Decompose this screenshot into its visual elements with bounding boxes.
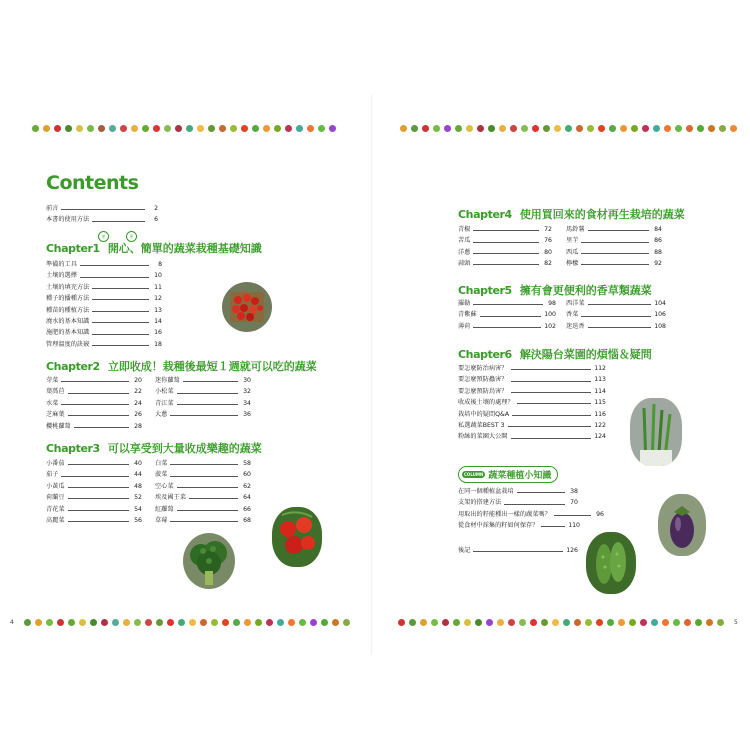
toc-label: 菠菜 [155,471,168,479]
toc-entry[interactable] [458,397,606,408]
toc-entry[interactable] [155,515,251,526]
toc-page: 68 [243,517,251,525]
toc-entry[interactable] [458,309,556,320]
toc-label: 種子的播種方法 [46,295,90,303]
toc-entry[interactable] [46,515,142,526]
left-page [0,0,372,750]
leader-line [68,510,129,511]
toc-label: 支架的搭建方法 [458,499,502,507]
leader-line [177,404,238,405]
leader-line [92,299,149,300]
column-title: 蔬菜種植小知識 [488,471,552,481]
toc-page: 62 [243,482,251,490]
eggplant-photo [658,494,706,556]
leader-line [480,316,542,317]
toc-entry[interactable] [155,386,251,397]
toc-entry[interactable] [46,305,162,316]
toc-label: 大蔥 [155,411,168,419]
toc-entry[interactable] [458,409,606,420]
column-badge[interactable] [458,466,558,483]
chapter6-title: 解決陽台菜園的煩惱＆疑問 [519,348,652,361]
toc-entry[interactable] [46,481,142,492]
leader-line [177,487,238,488]
toc-entry[interactable] [46,293,162,304]
toc-entry[interactable] [46,203,158,214]
chapter1-key: Chapter1 [46,242,100,255]
afterword [458,545,578,556]
toc-entry[interactable] [46,458,142,469]
toc-label: 羅勒 [458,300,471,307]
leader-line [473,242,539,243]
chapter4-key: Chapter4 [458,208,512,221]
broccoli-photo [183,533,235,589]
toc-label: 荷蘭豆 [46,494,65,502]
toc-entry[interactable] [458,431,606,442]
chapter2-list-col1 [46,375,142,432]
chapter3-title: 可以享受到大量收成樂趣的蔬菜 [107,442,262,455]
leader-line [473,230,539,231]
toc-entry[interactable] [155,504,251,515]
leader-line [92,288,149,289]
toc-page: 110 [568,522,580,530]
toc-label: 白菜 [155,460,168,467]
contents-title: Contents [46,172,139,194]
toc-page: 64 [243,494,251,502]
toc-page: 70 [570,499,578,507]
toc-entry[interactable] [46,270,162,281]
toc-page: 38 [570,488,578,495]
chapter1-list [46,259,162,350]
toc-entry[interactable] [46,386,142,397]
toc-entry[interactable] [458,545,578,556]
toc-label: 土壤的選擇 [46,272,77,280]
toc-page: 82 [544,260,552,268]
toc-label: 水菜 [46,399,59,407]
toc-label: 洋蔥 [458,248,471,256]
toc-entry[interactable] [458,235,552,246]
toc-page: 28 [134,422,142,430]
toc-page: 100 [544,311,556,319]
toc-page: 102 [544,322,556,330]
leader-line [170,415,238,416]
leader-line [504,504,565,505]
vegetable-illustration-row-bottom-left [24,619,350,626]
toc-page: 44 [134,471,142,479]
toc-label: 芝麻葉 [46,411,65,419]
leader-line [183,381,238,382]
toc-page: 22 [134,388,142,396]
leader-line [170,521,238,522]
toc-page: 58 [243,460,251,467]
toc-label: 馬鈴薯 [566,226,585,233]
toc-page: 30 [243,377,251,384]
leader-line [170,464,238,465]
toc-page: 88 [654,248,662,256]
toc-label: 小黃瓜 [46,482,65,490]
toc-page: 84 [654,226,662,233]
toc-label: 小松菜 [155,388,174,396]
green-onion-photo [630,398,682,466]
toc-label: 香菜 [566,311,579,319]
ruby-mark: 更 [98,231,109,242]
toc-entry[interactable] [458,386,606,397]
toc-page: 96 [596,510,604,518]
leader-line [92,221,145,222]
page-number-right: 5 [734,619,738,626]
leader-line [80,277,149,278]
toc-entry[interactable] [458,321,556,332]
toc-label: 青紫蘇 [458,311,477,319]
toc-entry[interactable] [458,258,552,269]
toc-entry[interactable] [458,497,578,508]
toc-entry[interactable] [458,224,552,235]
toc-label: 青江菜 [155,399,174,407]
chapter3-key: Chapter3 [46,442,100,455]
leader-line [588,327,652,328]
toc-entry[interactable] [155,458,251,469]
toc-page: 34 [243,399,251,407]
toc-entry[interactable] [155,481,251,492]
toc-entry[interactable] [155,409,251,420]
toc-entry[interactable] [566,247,662,258]
leader-line [554,515,591,516]
leader-line [581,242,649,243]
toc-page: 60 [243,471,251,479]
toc-page: 6 [154,216,158,224]
toc-label: 準備的工具 [46,261,77,268]
leader-line [68,521,129,522]
toc-page: 114 [594,387,606,395]
ruby-mark: 更 [126,231,137,242]
chapter4-title: 使用買回來的食材再生栽培的蔬菜 [519,208,685,221]
toc-label: 葉萵苣 [46,388,65,396]
chapter6-list [458,363,606,443]
leader-line [588,304,652,305]
right-page [378,0,750,750]
toc-entry[interactable] [566,298,666,309]
toc-label: 在同一個種植盆栽培 [458,488,514,495]
toc-label: 粉絲的菜園大公開 [458,433,508,441]
toc-page: 10 [154,272,162,280]
leader-line [581,316,651,317]
leader-line [517,492,565,493]
toc-entry[interactable] [566,235,662,246]
toc-entry[interactable] [46,327,162,338]
leader-line [541,526,565,527]
toc-page: 2 [154,205,158,212]
toc-page: 92 [654,260,662,268]
toc-page: 16 [154,329,162,337]
toc-page: 13 [154,306,162,314]
chapter5-list-col1 [458,298,556,332]
chapter5-list-col2 [566,298,666,332]
leader-line [68,393,129,394]
leader-line [517,403,592,404]
leader-line [68,487,129,488]
toc-entry[interactable] [566,224,662,235]
toc-label: 用取出的籽能種出一樣的蔬菜嗎？ [458,510,551,518]
column-tag: COLUMN [464,472,484,477]
toc-page: 86 [654,237,662,245]
toc-label: 私選蔬菜BEST 3 [458,422,505,430]
toc-label: 紅蘿蔔 [155,505,174,513]
toc-label: 苦瓜 [458,237,471,245]
leader-line [581,264,649,265]
toc-entry[interactable] [46,469,142,480]
toc-page: 56 [134,517,142,525]
toc-page: 36 [243,411,251,419]
column-list [458,486,604,532]
toc-label: 里芋 [566,237,579,245]
toc-page: 18 [154,340,162,348]
toc-entry[interactable] [46,339,162,350]
leader-line [74,427,129,428]
toc-label: 高麗菜 [46,517,65,525]
chapter4-list-col2 [566,224,662,270]
toc-label: 栽培中的疑問Q&A [458,410,510,418]
toc-entry[interactable] [566,258,662,269]
leader-line [473,264,539,265]
toc-page: 26 [134,411,142,419]
toc-label: 茄子 [46,471,59,479]
toc-label: 前言 [46,205,59,212]
vegetable-illustration-row-bottom-right [398,619,724,626]
leader-line [61,209,145,210]
leader-line [511,438,592,439]
intro-list [46,203,158,226]
toc-page: 11 [154,283,162,291]
toc-page: 126 [566,547,578,554]
toc-page: 108 [654,322,666,330]
chapter6-heading[interactable] [458,346,652,362]
toc-entry[interactable] [46,282,162,293]
toc-label: 土壤的填充方法 [46,283,90,291]
cherry-tomato-photo [272,507,322,567]
chapter3-list-col1 [46,458,142,526]
toc-page: 32 [243,388,251,396]
leader-line [512,415,591,416]
toc-page: 24 [134,399,142,407]
toc-entry[interactable] [46,316,162,327]
book-gutter [371,95,373,655]
toc-entry[interactable] [155,492,251,503]
toc-label: 蒜頭 [458,260,471,268]
chapter3-heading[interactable] [46,440,262,456]
toc-page: 76 [544,237,552,245]
leader-line [473,551,563,552]
toc-label: 收成後土壤的處理？ [458,399,514,407]
toc-entry[interactable] [458,420,606,431]
leader-line [581,253,649,254]
toc-label: 檸檬 [566,260,579,268]
toc-label: 要怎麼預防鳥害？ [458,387,508,395]
toc-page: 104 [654,300,666,307]
toc-entry[interactable] [46,398,142,409]
leader-line [511,381,592,382]
toc-page: 124 [594,433,606,441]
toc-entry[interactable] [46,492,142,503]
toc-page: 52 [134,494,142,502]
toc-page: 66 [243,505,251,513]
toc-label: 芽菜 [46,377,59,384]
toc-label: 要怎麼防治病害？ [458,365,508,372]
tomato-basket-photo [222,282,272,332]
toc-page: 116 [594,410,606,418]
toc-entry[interactable] [155,469,251,480]
chapter1-title: 開心、簡單的蔬菜栽種基礎知識 [107,242,262,255]
toc-label: 薄荷 [458,322,471,330]
toc-page: 40 [134,460,142,467]
chapter5-key: Chapter5 [458,284,512,297]
toc-label: 迷迭香 [566,322,585,330]
leader-line [473,253,539,254]
toc-page: 8 [158,261,162,268]
leader-line [92,334,149,335]
chapter2-title: 立即收成！栽種後最短１週就可以吃的蔬菜 [107,360,317,373]
chapter3-list-col2 [155,458,251,526]
toc-label: 從食材中採集的籽如何保存？ [458,522,539,530]
leader-line [92,322,149,323]
toc-entry[interactable] [458,509,604,520]
toc-page: 80 [544,248,552,256]
leader-line [177,510,238,511]
toc-page: 12 [154,295,162,303]
vegetable-illustration-row-top-right [400,125,737,132]
toc-label: 櫻桃蘿蔔 [46,422,71,430]
toc-entry[interactable] [46,421,142,432]
toc-entry[interactable] [155,375,251,386]
toc-label: 後記 [458,547,471,554]
toc-label: 管理溫度的訣竅 [46,340,90,348]
toc-page: 98 [548,300,556,307]
leader-line [61,404,129,405]
toc-page: 14 [154,318,162,326]
toc-label: 青花菜 [46,505,65,513]
toc-entry[interactable] [458,486,578,497]
vegetable-illustration-row-top-left [32,125,336,132]
toc-entry[interactable] [155,398,251,409]
toc-entry[interactable] [46,214,158,225]
leader-line [92,311,149,312]
toc-page: 122 [594,422,606,430]
toc-label: 迷你蘿蔔 [155,377,180,384]
leader-line [68,415,129,416]
toc-entry[interactable] [458,363,606,374]
toc-label: 西瓜 [566,248,579,256]
leader-line [177,393,238,394]
toc-entry[interactable] [566,321,666,332]
toc-page: 113 [594,376,606,384]
toc-label: 種苗的種植方法 [46,306,90,314]
toc-page: 112 [594,365,606,372]
chapter2-key: Chapter2 [46,360,100,373]
toc-page: 115 [594,399,606,407]
toc-page: 20 [134,377,142,384]
toc-label: 埃及國王菜 [155,494,186,502]
leader-line [170,476,238,477]
chapter4-heading[interactable] [458,206,685,222]
leader-line [92,345,149,346]
leader-line [68,464,129,465]
page-number-left: 4 [10,619,14,626]
leader-line [61,381,129,382]
leader-line [68,498,129,499]
leader-line [189,498,238,499]
leader-line [511,369,592,370]
toc-page: 54 [134,505,142,513]
toc-label: 青椒 [458,226,471,233]
toc-label: 草莓 [155,517,168,525]
toc-page: 48 [134,482,142,490]
toc-entry[interactable] [458,298,556,309]
leader-line [473,327,541,328]
toc-entry[interactable] [46,259,162,270]
leader-line [61,476,129,477]
toc-page: 72 [544,226,552,233]
leader-line [511,392,592,393]
toc-entry[interactable] [458,520,580,531]
toc-entry[interactable] [46,409,142,420]
toc-label: 小番茄 [46,460,65,467]
toc-entry[interactable] [46,375,142,386]
toc-entry[interactable] [458,374,606,385]
chapter5-heading[interactable] [458,282,652,298]
bitter-gourd-photo [586,532,636,594]
chapter2-list-col2 [155,375,251,421]
toc-label: 施肥的基本知識 [46,329,90,337]
toc-label: 要怎麼預防蟲害？ [458,376,508,384]
toc-label: 澆水的基本知識 [46,318,90,326]
leader-line [588,230,649,231]
toc-entry[interactable] [566,309,666,320]
leader-line [508,426,592,427]
chapter1-heading[interactable] [46,240,262,256]
toc-label: 西洋菜 [566,300,585,307]
chapter4-list-col1 [458,224,552,270]
toc-entry[interactable] [458,247,552,258]
toc-label: 本書的使用方法 [46,216,90,224]
toc-page: 106 [654,311,666,319]
toc-entry[interactable] [46,504,142,515]
leader-line [80,265,149,266]
chapter6-key: Chapter6 [458,348,512,361]
toc-label: 空心菜 [155,482,174,490]
chapter5-title: 擁有會更便利的香草類蔬菜 [519,284,652,297]
leader-line [473,304,543,305]
chapter2-heading[interactable] [46,358,317,374]
